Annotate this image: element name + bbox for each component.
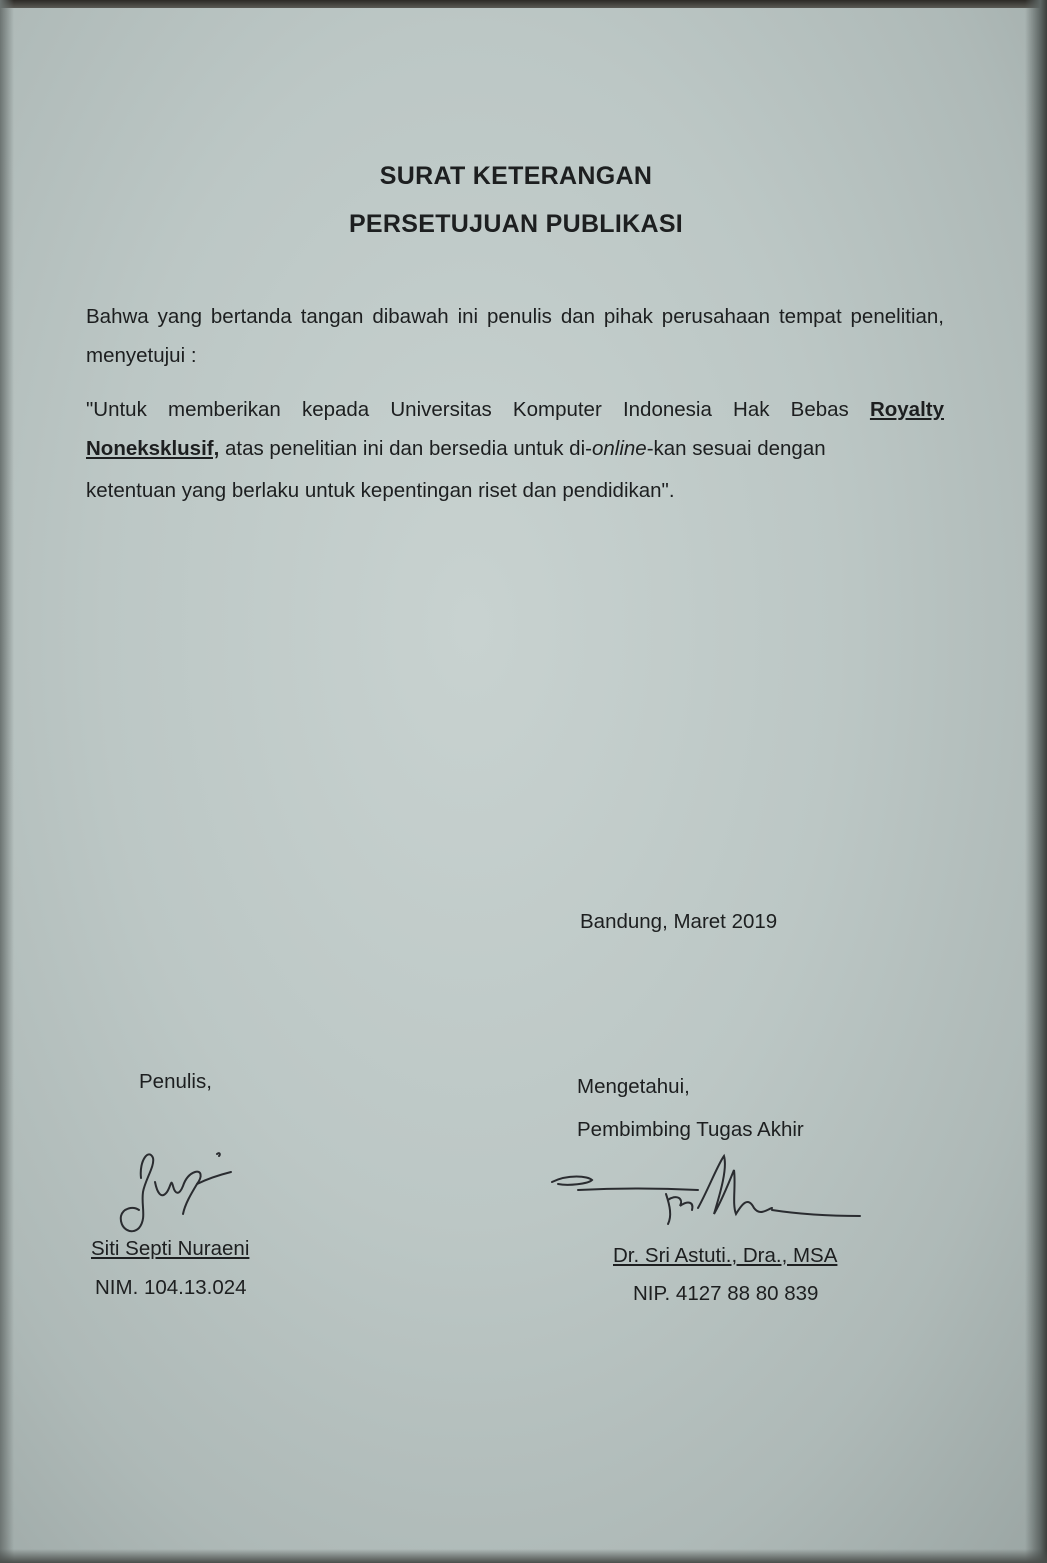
supervisor-role: Pembimbing Tugas Akhir	[577, 1118, 804, 1141]
supervisor-signature	[548, 1150, 868, 1240]
intro-paragraph: Bahwa yang bertanda tangan dibawah ini penulis dan pihak perusahaan tempat penelitian, menyetujui :	[86, 305, 944, 367]
page-edge-bottom	[0, 1549, 1047, 1563]
agreement-text-mid: atas penelitian ini dan bersedia untuk di-	[219, 437, 592, 460]
agreement-text-start: "Untuk memberikan kepada Universitas Komputer Indonesia Hak Bebas	[86, 398, 870, 421]
supervisor-name: Dr. Sri Astuti., Dra., MSA	[613, 1244, 838, 1267]
page-edge-top	[0, 0, 1047, 8]
agreement-text-end: -kan sesuai dengan	[646, 437, 826, 460]
agreement-paragraph-end: ketentuan yang berlaku untuk kepentingan riset dan pendidikan".	[86, 479, 675, 502]
document-subtitle: PERSETUJUAN PUBLIKASI	[348, 210, 684, 238]
royalty-term: Royalty Noneksklusif,	[86, 398, 944, 460]
place-date: Bandung, Maret 2019	[580, 910, 778, 933]
writer-name: Siti Septi Nuraeni	[91, 1237, 250, 1260]
online-term: online	[591, 437, 647, 460]
supervisor-nip: NIP. 4127 88 80 839	[633, 1282, 819, 1305]
writer-nim: NIM. 104.13.024	[95, 1276, 247, 1299]
agreement-paragraph	[86, 390, 944, 468]
acknowledged-label: Mengetahui,	[577, 1075, 690, 1098]
document-title: SURAT KETERANGAN	[379, 162, 653, 190]
writer-signature	[105, 1140, 255, 1250]
writer-role: Penulis,	[139, 1070, 212, 1093]
